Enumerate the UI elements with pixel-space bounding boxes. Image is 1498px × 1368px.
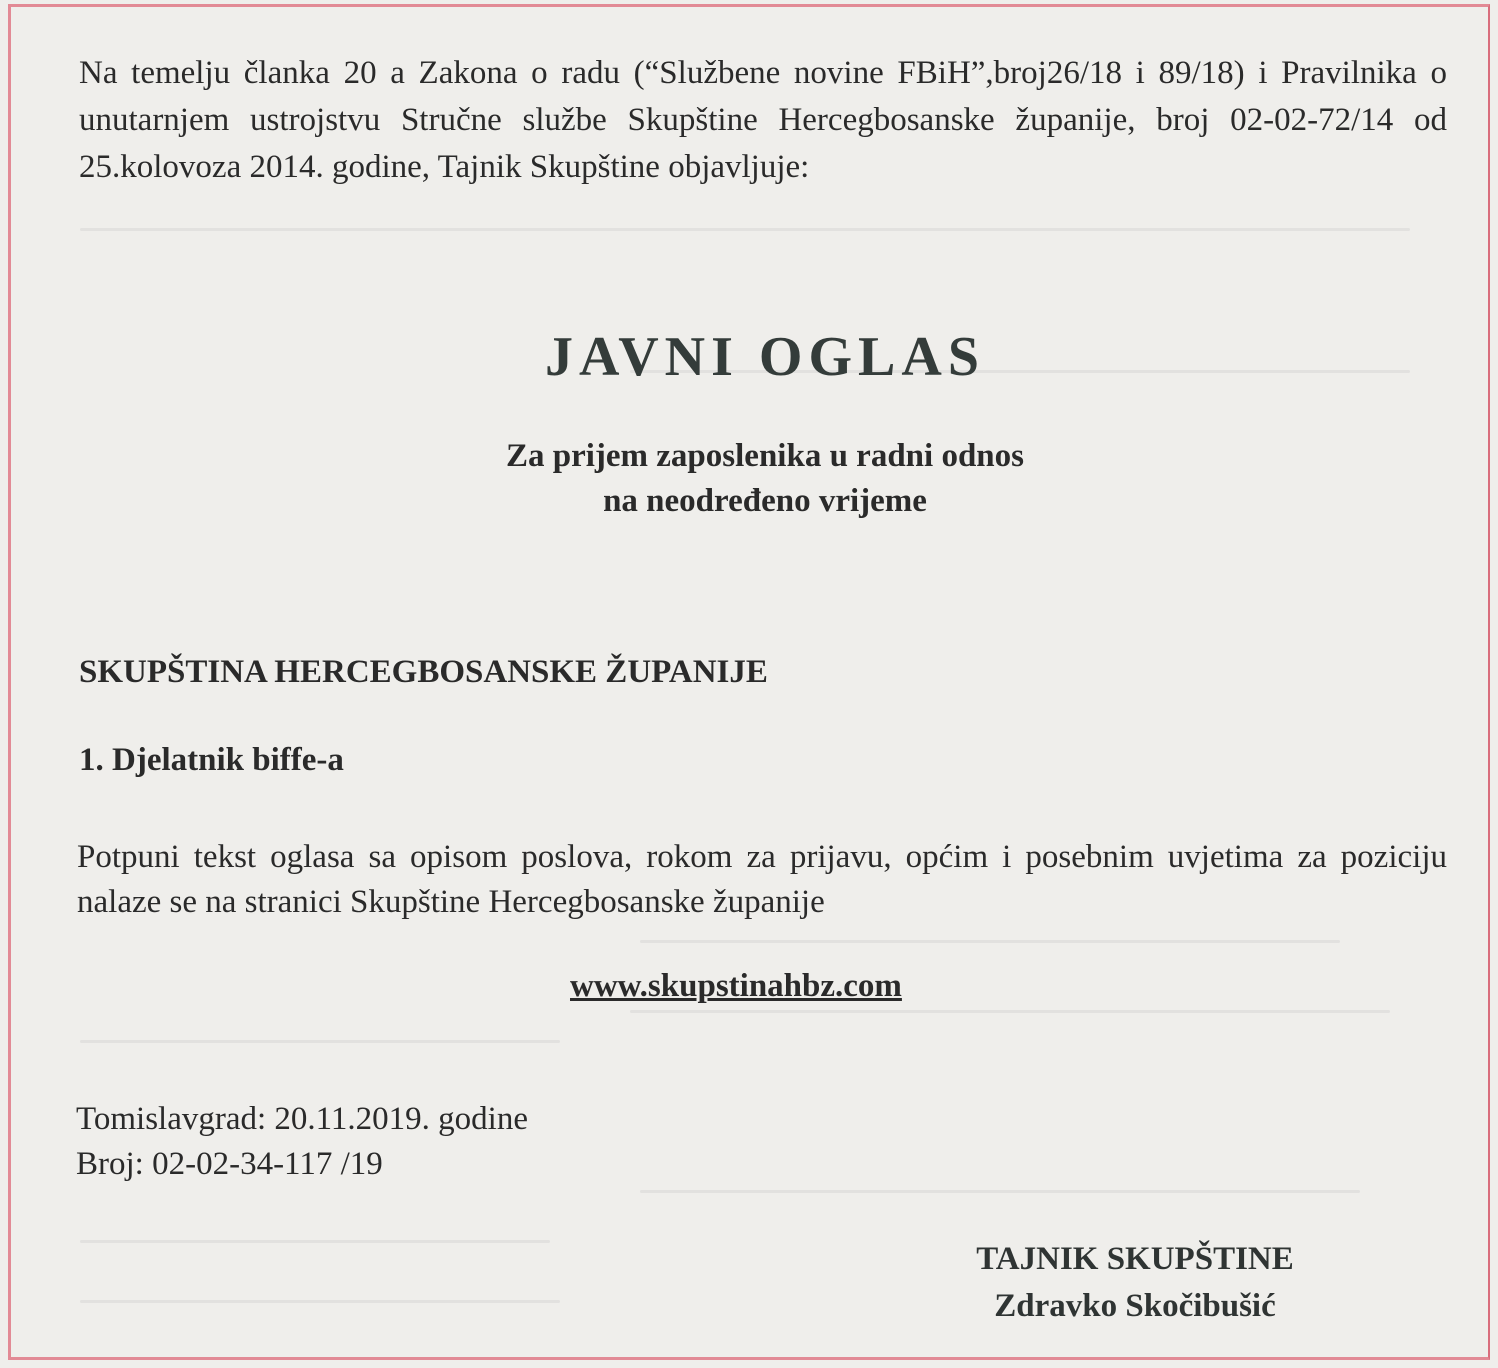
website-link[interactable]: www.skupstinahbz.com: [570, 968, 902, 1004]
place-date-number: [76, 1097, 528, 1187]
details-paragraph: Potpuni tekst oglasa sa opisom poslova, rokom za prijavu, općim i posebnim uvjetima za poziciju nalaze se na stranici Skupštine Hercegbosanske županije: [77, 839, 1447, 920]
legal-basis-paragraph: Na temelju članka 20 a Zakona o radu (“Službene novine FBiH”,broj26/18 i 89/18) i Pravilnika o unutarnjem ustrojstvu Stručne službe Skupštine Hercegbosanske županije, broj 02-02-72/14 od 25.kolovoza 2014. godine, Tajnik Skupštine objavljuje:: [79, 55, 1447, 185]
subtitle-line-1: Za prijem zaposlenika u radni odnos: [505, 438, 1024, 474]
bleed-through-line: [80, 1300, 560, 1303]
signatory-title: TAJNIK SKUPŠTINE: [976, 1241, 1294, 1277]
reference-number: Broj: 02-02-34-117 /19: [76, 1146, 383, 1182]
notice-subtitle: [460, 434, 1070, 524]
notice-title: JAVNI OGLAS: [545, 326, 985, 388]
signature-block: [930, 1236, 1340, 1330]
job-position: 1. Djelatnik biffe-a: [79, 742, 344, 778]
place-date: Tomislavgrad: 20.11.2019. godine: [76, 1101, 528, 1137]
bleed-through-line: [630, 1010, 1390, 1013]
bleed-through-line: [640, 940, 1340, 943]
bleed-through-line: [80, 228, 1410, 231]
bleed-through-line: [80, 1040, 560, 1043]
signatory-name: Zdravko Skočibušić: [994, 1288, 1276, 1324]
bleed-through-line: [640, 1190, 1360, 1193]
organization-heading: SKUPŠTINA HERCEGBOSANSKE ŽUPANIJE: [79, 654, 768, 690]
subtitle-line-2: na neodređeno vrijeme: [603, 483, 927, 519]
bleed-through-line: [80, 1240, 550, 1243]
